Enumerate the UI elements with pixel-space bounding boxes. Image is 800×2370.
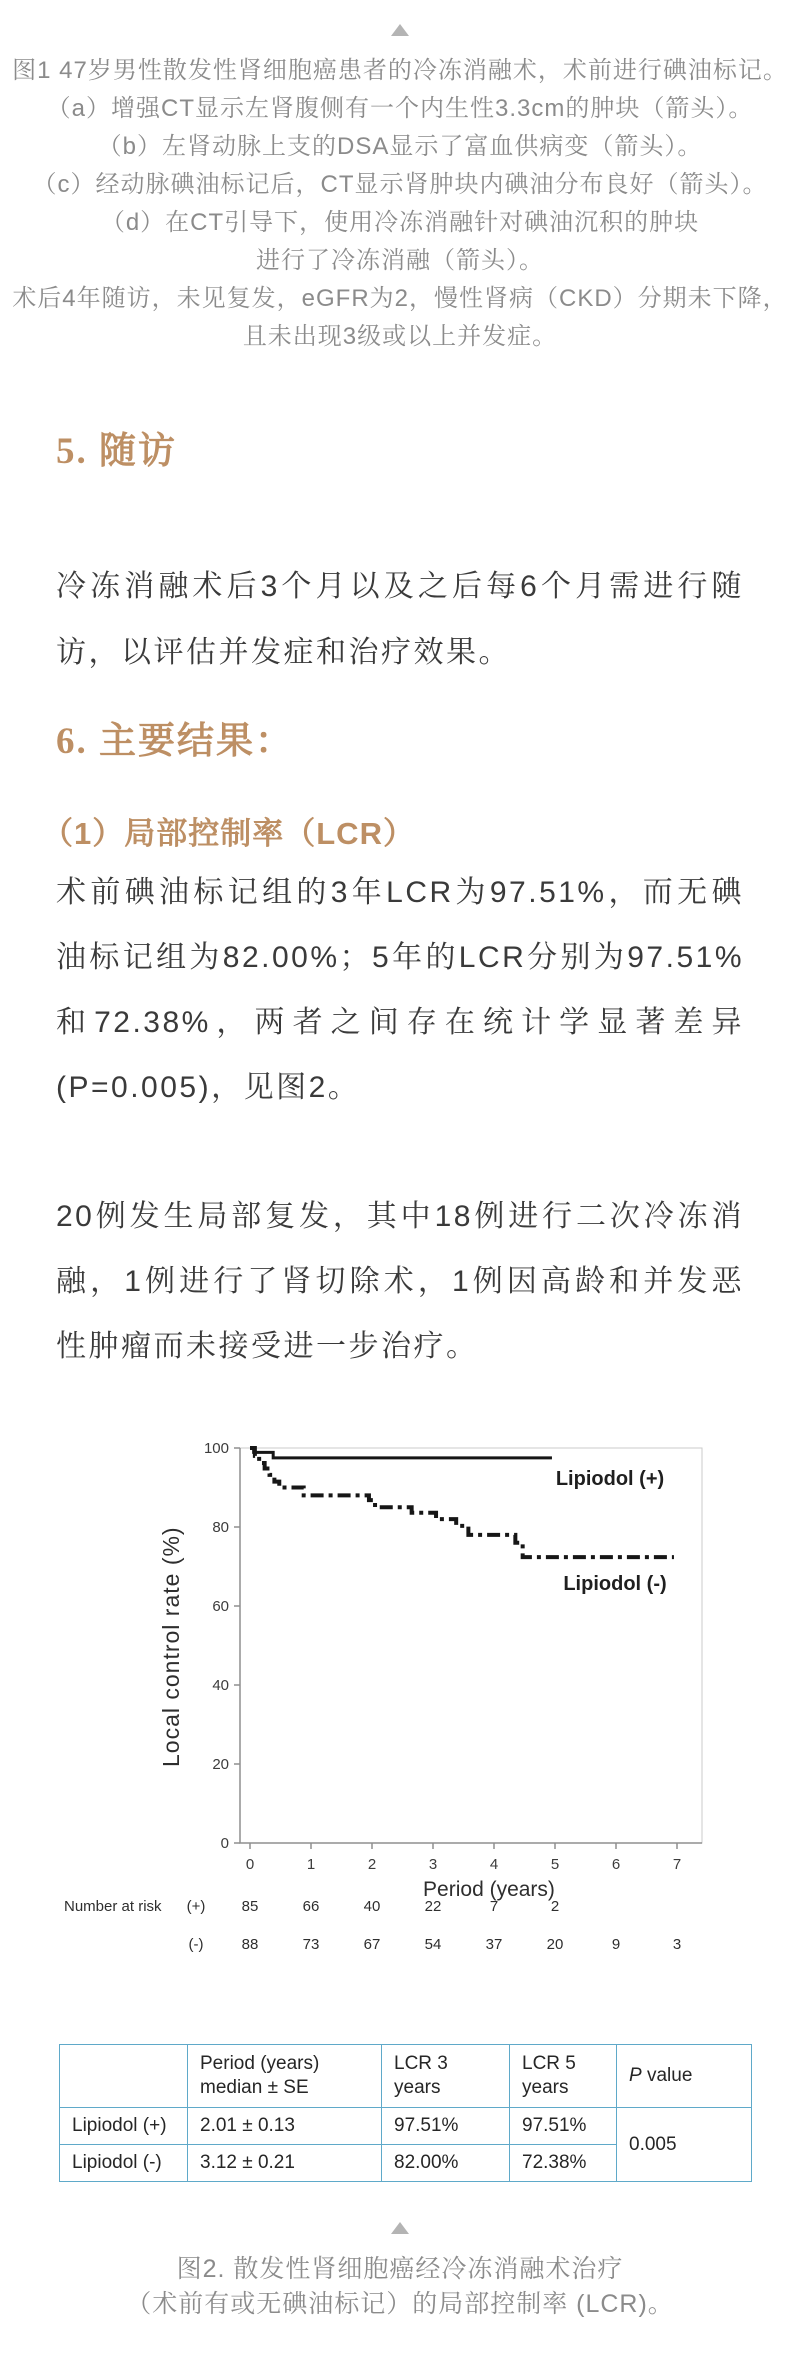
lcr-paragraph-1: 术前碘油标记组的3年LCR为97.51%，而无碘油标记组为82.00%；5年的LCR分别为97.51%和72.38%，两者之间存在统计学显著差异(P=0.005)，见图2。 (56, 876, 744, 1104)
x-tick-label: 4 (489, 1856, 499, 1873)
number-at-risk-value: 2 (550, 1898, 560, 1915)
km-curve-lipiodol-minus (250, 1448, 674, 1557)
km-curve-lipiodol-plus (250, 1448, 552, 1458)
caption-line: （术前有或无碘油标记）的局部控制率 (LCR)。 (126, 2290, 674, 2318)
results-table (59, 2044, 752, 2182)
axes (240, 1448, 702, 1843)
number-at-risk-value: 3 (672, 1936, 682, 1953)
legend-lipiodol-minus: Lipiodol (-) (563, 1573, 667, 1595)
lcr-paragraph-2: 20例发生局部复发，其中18例进行二次冷冻消融，1例进行了肾切除术，1例因高龄和并发恶性肿瘤而未接受进一步治疗。 (56, 1200, 744, 1363)
table-row-lipiodol-plus (60, 2108, 752, 2145)
top-triangle-icon (391, 24, 409, 36)
table-header-period (188, 2045, 382, 2108)
caption-line: 图1 47岁男性散发性肾细胞癌患者的冷冻消融术，术前进行碘油标记。 (12, 57, 788, 84)
number-at-risk-value: 88 (241, 1936, 259, 1953)
caption-line: （d）在CT引导下，使用冷冻消融针对碘油沉积的肿块 (100, 209, 700, 236)
caption-line: 进行了冷冻消融（箭头）。 (256, 247, 544, 274)
number-at-risk-value: 20 (546, 1936, 564, 1953)
table-header-lcr3: LCR 3 years (382, 2045, 510, 2108)
row-lcr3: 82.00% (382, 2145, 510, 2182)
row-label: Lipiodol (-) (60, 2145, 188, 2182)
x-tick-label: 5 (550, 1856, 560, 1873)
x-axis-label: Period (years) (423, 1878, 555, 1901)
table-header-empty (60, 2045, 188, 2108)
x-tick-label: 1 (306, 1856, 316, 1873)
y-tick-label: 40 (212, 1677, 229, 1694)
caption-line: （c）经动脉碘油标记后，CT显示肾肿块内碘油分布良好（箭头）。 (32, 171, 768, 198)
number-at-risk-group-minus: (-) (188, 1936, 204, 1953)
caption-line: （a）增强CT显示左肾腹侧有一个内生性3.3cm的肿块（箭头）。 (46, 95, 754, 122)
section-5-heading: 5. 随访 (56, 431, 177, 472)
row-period: 3.12 ± 0.21 (188, 2145, 382, 2182)
number-at-risk-value: 22 (424, 1898, 442, 1915)
number-at-risk-value: 85 (241, 1898, 259, 1915)
table-header-pvalue (617, 2045, 752, 2108)
number-at-risk-value: 37 (485, 1936, 503, 1953)
row-lcr3: 97.51% (382, 2108, 510, 2145)
p-value-word: value (641, 2065, 693, 2086)
row-label: Lipiodol (+) (60, 2108, 188, 2145)
table-header-period-line2: median ± SE (200, 2077, 309, 2098)
x-tick-label: 0 (245, 1856, 255, 1873)
y-tick-label: 20 (212, 1756, 229, 1773)
number-at-risk-value: 9 (611, 1936, 621, 1953)
number-at-risk-value: 40 (363, 1898, 381, 1915)
number-at-risk-group-plus: (+) (186, 1898, 206, 1915)
x-tick-label: 2 (367, 1856, 377, 1873)
section-6-heading: 6. 主要结果： (56, 721, 294, 762)
row-period: 2.01 ± 0.13 (188, 2108, 382, 2145)
table-header-row (60, 2045, 752, 2108)
figure2-caption (0, 2252, 800, 2322)
y-axis-label: Local control rate (%) (158, 1526, 184, 1767)
x-tick-label: 3 (428, 1856, 438, 1873)
number-at-risk-value: 73 (302, 1936, 320, 1953)
caption-line: 且未出现3级或以上并发症。 (242, 323, 558, 350)
number-at-risk-value: 7 (489, 1898, 499, 1915)
plot-frame (240, 1448, 702, 1843)
y-tick-label: 100 (203, 1440, 229, 1457)
km-chart-figure (0, 1398, 800, 2010)
caption-line: （b）左肾动脉上支的DSA显示了富血供病变（箭头）。 (97, 133, 703, 160)
x-tick-label: 7 (672, 1856, 682, 1873)
x-tick-label: 6 (611, 1856, 621, 1873)
bottom-triangle-icon (391, 2222, 409, 2234)
lcr-subheading: （1）局部控制率（LCR） (42, 816, 415, 851)
number-at-risk-value: 54 (424, 1936, 442, 1953)
table-header-lcr5: LCR 5 years (510, 2045, 617, 2108)
row-lcr5: 97.51% (510, 2108, 617, 2145)
section-5-paragraph: 冷冻消融术后3个月以及之后每6个月需进行随访，以评估并发症和治疗效果。 (56, 570, 744, 669)
table-header-period-line1: Period (years) (200, 2053, 320, 2074)
row-lcr5: 72.38% (510, 2145, 617, 2182)
number-at-risk-label: Number at risk (64, 1898, 162, 1915)
figure1-caption (0, 52, 800, 356)
number-at-risk-value: 67 (363, 1936, 381, 1953)
y-tick-label: 0 (220, 1835, 229, 1852)
p-symbol: P (629, 2065, 642, 2086)
number-at-risk-value: 66 (302, 1898, 320, 1915)
caption-line: 术后4年随访，未见复发，eGFR为2，慢性肾病（CKD）分期未下降， (12, 285, 788, 312)
p-value-cell: 0.005 (617, 2108, 752, 2182)
caption-line: 图2. 散发性肾细胞癌经冷冻消融术治疗 (176, 2255, 624, 2283)
y-tick-label: 60 (212, 1598, 229, 1615)
y-tick-label: 80 (212, 1519, 229, 1536)
legend-lipiodol-plus: Lipiodol (+) (555, 1468, 665, 1490)
